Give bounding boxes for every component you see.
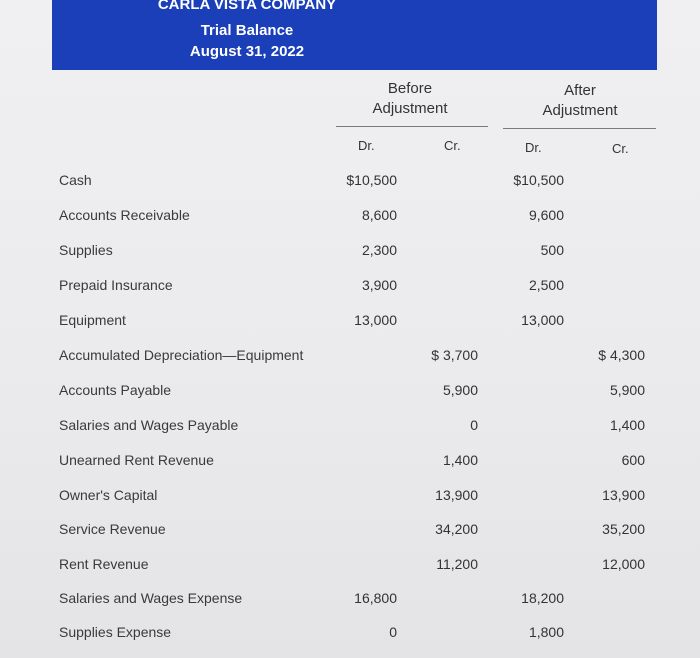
after-debit-cell: 9,600 [528, 207, 564, 223]
before-credit-cell: 13,900 [435, 487, 478, 503]
before-debit-cell: 2,300 [361, 242, 397, 258]
table-row [0, 624, 700, 646]
before-heading-line2: Adjustment [372, 100, 448, 117]
after-credit-header: Cr. [612, 141, 629, 156]
account-name: Salaries and Wages Expense [59, 590, 243, 606]
report-title: Trial Balance [200, 22, 294, 39]
before-credit-cell: 0 [470, 417, 478, 433]
table-row [0, 556, 700, 578]
before-credit-cell: 1,400 [442, 452, 478, 468]
table-row [0, 590, 700, 612]
table-row [0, 312, 700, 334]
account-name: Prepaid Insurance [59, 277, 173, 293]
table-row [0, 277, 700, 299]
before-credit-cell: 5,900 [442, 382, 478, 398]
table-row [0, 172, 700, 194]
before-debit-cell: 0 [389, 624, 397, 640]
account-name: Owner's Capital [59, 487, 158, 503]
after-debit-header: Dr. [525, 140, 542, 155]
after-debit-cell: 18,200 [521, 590, 564, 606]
report-date: August 31, 2022 [189, 43, 305, 60]
table-row [0, 417, 700, 439]
after-credit-cell: $ 4,300 [598, 347, 645, 363]
after-credit-cell: 1,400 [609, 417, 645, 433]
after-credit-cell: 35,200 [602, 521, 645, 537]
table-row [0, 521, 700, 543]
before-debit-header: Dr. [358, 138, 375, 153]
after-debit-cell: 500 [540, 242, 564, 258]
table-row [0, 242, 700, 264]
table-row [0, 487, 700, 509]
before-debit-cell: 13,000 [354, 312, 397, 328]
before-credit-cell: $ 3,700 [431, 347, 478, 363]
after-credit-cell: 12,000 [602, 556, 645, 572]
before-heading-line1: Before [387, 80, 433, 97]
account-name: Equipment [59, 312, 126, 328]
account-name: Accounts Receivable [59, 207, 190, 223]
account-name: Supplies Expense [59, 624, 172, 640]
before-heading-divider [336, 126, 488, 127]
before-credit-cell: 34,200 [435, 521, 478, 537]
company-name: CARLA VISTA COMPANY [157, 0, 337, 13]
account-name: Cash [59, 172, 92, 188]
after-adjustment-heading [520, 81, 640, 121]
before-debit-cell: $10,500 [346, 172, 397, 188]
after-heading-line2: Adjustment [542, 102, 618, 119]
after-credit-cell: 600 [621, 452, 645, 468]
after-debit-cell: 1,800 [528, 624, 564, 640]
account-name: Supplies [59, 242, 113, 258]
account-name: Unearned Rent Revenue [59, 452, 214, 468]
before-credit-cell: 11,200 [436, 556, 478, 572]
before-debit-cell: 8,600 [361, 207, 397, 223]
after-heading-line1: After [564, 82, 596, 99]
report-header [52, 0, 657, 70]
account-name: Service Revenue [59, 521, 166, 537]
account-name: Salaries and Wages Payable [59, 417, 239, 433]
after-credit-cell: 5,900 [609, 382, 645, 398]
table-row [0, 207, 700, 229]
account-name: Accumulated Depreciation—Equipment [59, 347, 304, 363]
after-debit-cell: 2,500 [528, 277, 564, 293]
before-debit-cell: 3,900 [361, 277, 397, 293]
after-debit-cell: $10,500 [513, 172, 564, 188]
table-row [0, 382, 700, 404]
account-name: Rent Revenue [59, 556, 149, 572]
before-credit-header: Cr. [444, 138, 461, 153]
before-adjustment-heading [350, 79, 470, 119]
after-heading-divider [503, 128, 656, 129]
table-row [0, 452, 700, 474]
after-debit-cell: 13,000 [521, 312, 564, 328]
before-debit-cell: 16,800 [354, 590, 397, 606]
table-row [0, 347, 700, 369]
after-credit-cell: 13,900 [602, 487, 645, 503]
account-name: Accounts Payable [59, 382, 172, 398]
